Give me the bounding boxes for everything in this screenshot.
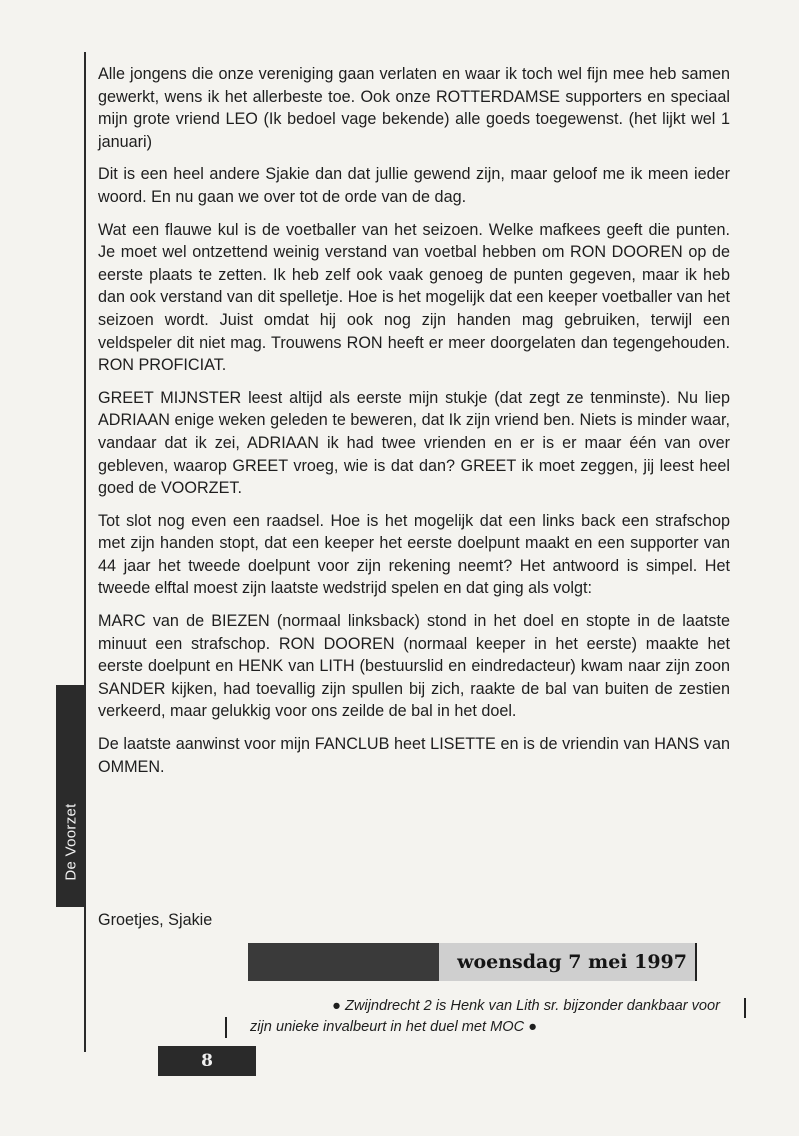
article-body [98,63,730,788]
paragraph: Alle jongens die onze vereniging gaan verlaten en waar ik toch wel fijn mee heb samen gewerkt, wens ik het allerbeste toe. Ook onze ROTTERDAMSE supporters en speciaal mijn grote vriend LEO (Ik bedoel vage bekende) alle goeds toegewenst. (het lijkt wel 1 januari) [98,65,730,151]
paragraph: GREET MIJNSTER leest altijd als eerste mijn stukje (dat zegt ze tenminste). Nu liep ADRIAAN enige weken geleden te beweren, dat Ik zijn vriend ben. Niets is minder waar, vandaar dat ik zei, ADRIAAN ik had twee vrienden en er is er maar één van over gebleven, waarop GREET vroeg, wie is dat dan? GREET ik moet zeggen, jij leest heel goed de VOORZET. [98,388,730,498]
paragraph: Wat een flauwe kul is de voetballer van het seizoen. Welke mafkees geeft die punten. Je moet wel ontzettend weinig verstand van voetbal hebben om RON DOOREN op de eerste plaats te zetten. Ik heb zelf ook vaak genoeg de punten gegeven, maar ik heb dan ook verstand van dit spelletje. Hoe is het mogelijk dat een keeper voetballer van het seizoen wordt. Juist omdat hij ook nog zijn handen mag gebruiken, terwijl een veldspeler dit niet mag. Trouwens RON heeft er meer doorgelaten dan tegengehouden. RON PROFICIAT. [98,220,730,375]
banner-dark-block [248,943,439,981]
caption-line-2 [250,1017,730,1038]
paragraph: MARC van de BIEZEN (normaal linksback) stond in het doel en stopte in de laatste minuut een strafschop. RON DOOREN (normaal keeper in het eerste) maakte het eerste doelpunt en HENK van LITH (bestuurslid en eindredacteur) kwam naar zijn zoon SANDER kijken, had toevallig zijn spullen bij zich, raakte de bal van buiten de zestien verkeerd, maar gelukkig voor ons zeilde de bal in het doel. [98,612,730,721]
photo-caption [250,996,730,1038]
paragraph: De laatste aanwinst voor mijn FANCLUB heet LISETTE en is de vriendin van HANS van OMMEN. [98,735,730,776]
date-banner [248,943,697,981]
caption-bar-left [225,1017,227,1038]
signoff: Groetjes, Sjakie [98,911,213,929]
bullet-icon: ● [528,1019,538,1035]
page-number: 8 [158,1046,256,1076]
caption-bar-right [744,998,746,1018]
paragraph: Tot slot nog even een raadsel. Hoe is het mogelijk dat een links back een strafschop met zijn handen stopt, dat een keeper het eerste doelpunt maakt en een supporter van 44 jaar het tweede doelpunt voor zijn rekening neemt? Het antwoord is simpel. Het tweede elftal moest zijn laatste wedstrijd spelen en dat ging als volgt: [98,511,730,598]
banner-date: woensdag 7 mei 1997 [439,943,697,981]
caption-text-2: zijn unieke invalbeurt in het duel met MOC [250,1019,525,1035]
caption-text-1: Zwijndrecht 2 is Henk van Lith sr. bijzonder dankbaar voor [344,998,720,1014]
bullet-icon: ● [332,998,341,1014]
paragraph: Dit is een heel andere Sjakie dan dat jullie gewend zijn, maar geloof me ik meen ieder woord. En nu gaan we over tot de orde van de dag. [98,165,730,206]
caption-line-1 [250,996,730,1017]
section-tab-label: De Voorzet [62,803,80,881]
